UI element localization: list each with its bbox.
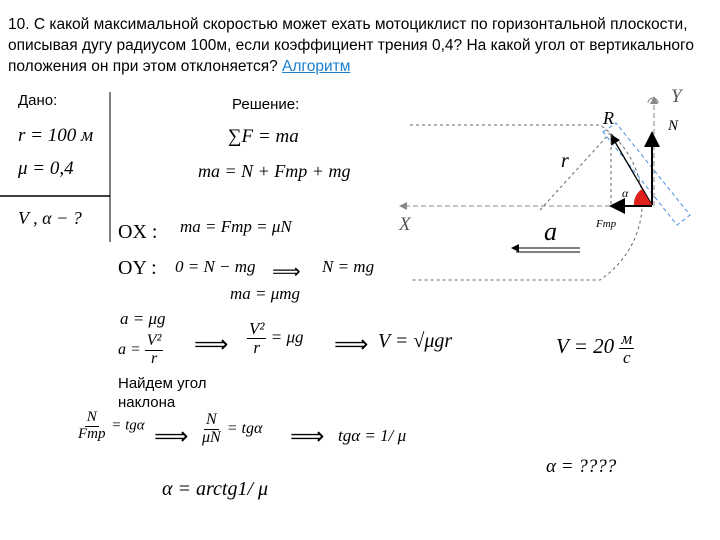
tan-denominator: Fтр [78, 425, 106, 442]
resultant-force-vector [611, 135, 652, 205]
tan-numerator: N [86, 409, 97, 425]
v2-denominator: r [253, 337, 261, 357]
implies-arrow-1: ⟹ [272, 261, 301, 283]
given-radius: r = 100 м [18, 125, 94, 146]
motorcycle-force-diagram [390, 85, 710, 295]
velocity-result-value: V = 20 [556, 334, 615, 359]
radius-label: r [561, 150, 569, 172]
ox-equation: ma = Fтр = μN [180, 217, 292, 236]
centripetal-numerator: V² [146, 332, 162, 349]
v2-numerator: V² [249, 319, 265, 338]
tan-result-equation: tgα = 1/ μ [338, 426, 407, 445]
tan-ratio-equation [76, 410, 145, 443]
alpha-arctan-equation: α = arctg1/ μ [162, 478, 269, 500]
velocity-formula: V = √μgr [378, 330, 453, 352]
newton-second-law: ∑F = ma [228, 126, 299, 147]
algorithm-link[interactable]: Алгоритм [282, 58, 351, 75]
ma-mumg-equation: ma = μmg [230, 284, 301, 303]
resultant-label: R [603, 108, 614, 128]
problem-text: 10. С какой максимальной скоростью может ехать мотоциклист по горизонтальной плоскости, описывая дугу радиусом 100м, если коэффициент трения 0,4? На какой угол от вертикального положения он при этом отклоняется? [8, 16, 694, 75]
v2-over-r-equation [247, 320, 304, 357]
x-axis-label: X [399, 214, 411, 235]
tan-sub-denominator: μN [202, 428, 221, 446]
implies-arrow-5: ⟹ [290, 423, 325, 450]
unit-numerator: м [621, 329, 633, 348]
newton-vector-equation: ma = N + Fтр + mg [198, 161, 351, 181]
given-friction: μ = 0,4 [18, 158, 74, 179]
oy-equation: 0 = N − mg [175, 257, 256, 276]
radius-line [540, 133, 610, 210]
friction-force-label: Fтр [596, 218, 617, 230]
unit-denominator: с [623, 347, 631, 367]
problem-statement [8, 14, 714, 77]
implies-arrow-3: ⟹ [334, 331, 369, 358]
oy-axis-label: OY : [118, 257, 157, 279]
y-axis-label: Y [671, 86, 682, 107]
angle-wedge [634, 189, 652, 205]
solution-heading: Решение: [232, 96, 300, 113]
implies-arrow-2: ⟹ [194, 331, 229, 358]
turn-arc [410, 125, 642, 280]
acceleration-equation: a = μg [120, 309, 166, 328]
v2-rhs: = μg [270, 327, 304, 347]
implies-arrow-4: ⟹ [154, 423, 189, 450]
centripetal-lhs: a = [118, 340, 141, 358]
find-values: V , α − ? [18, 208, 82, 228]
alpha-unknown-result: α = ???? [546, 456, 617, 477]
velocity-result [556, 330, 634, 367]
centripetal-denominator: r [150, 349, 158, 367]
centripetal-acceleration [118, 333, 163, 368]
tan-rhs: = tgα [111, 417, 145, 434]
angle-heading: Найдем угол наклона [118, 375, 207, 411]
normal-force-label: N [668, 118, 679, 134]
given-heading: Дано: [18, 92, 58, 109]
normal-force-equation: N = mg [322, 257, 375, 276]
acceleration-label: a [544, 217, 557, 246]
tan-substituted-equation [200, 412, 262, 447]
angle-label: α [622, 186, 629, 200]
ox-axis-label: OX : [118, 221, 158, 243]
tan-sub-numerator: N [206, 411, 217, 428]
tan-sub-rhs: = tgα [226, 419, 263, 437]
